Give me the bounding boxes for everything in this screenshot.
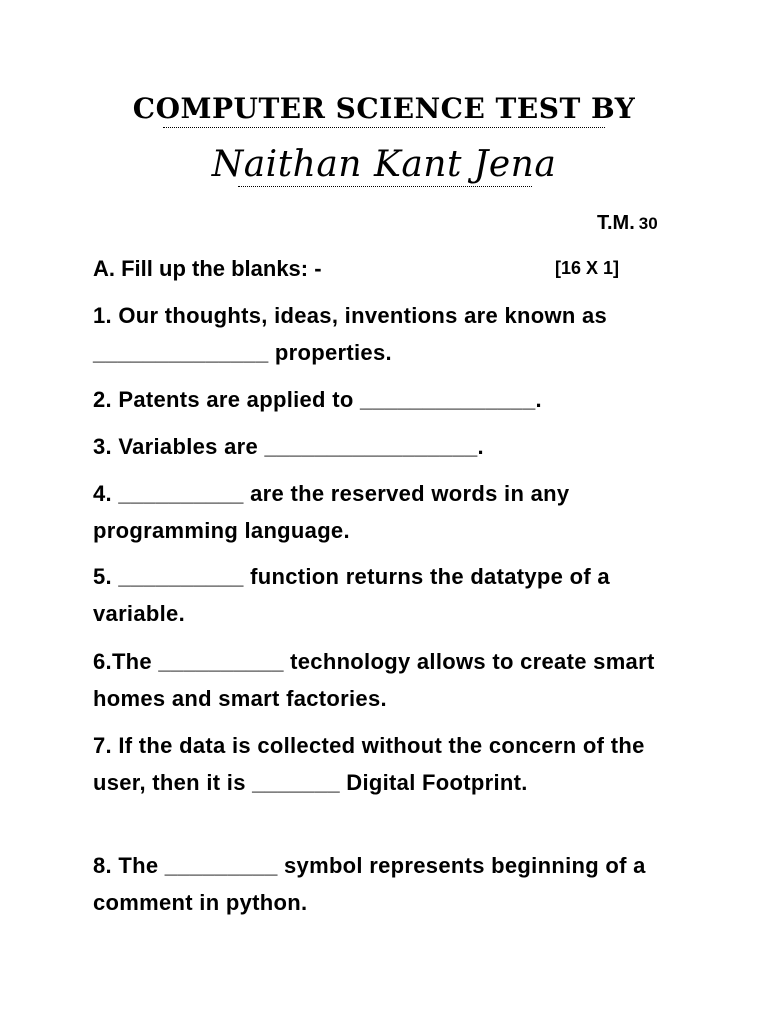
author-underline	[238, 186, 532, 187]
question-item: 6.The __________ technology allows to create smart homes and smart factories.	[93, 649, 655, 711]
total-marks	[597, 212, 658, 235]
question-item: 1. Our thoughts, ideas, inventions are known as ______________ properties.	[93, 303, 608, 365]
total-marks-value: 30	[638, 214, 658, 233]
section-marks: [16 X 1]	[555, 258, 620, 278]
section-heading	[93, 256, 673, 282]
question-item: 5. __________ function returns the datatype of a variable.	[93, 564, 610, 626]
test-title: COMPUTER SCIENCE TEST BY	[132, 92, 636, 125]
question-item: 8. The _________ symbol represents beginning of a comment in python.	[93, 853, 646, 915]
question-item: 4. __________ are the reserved words in any programming language.	[93, 481, 570, 543]
question-item: 7. If the data is collected without the concern of the user, then it is _______ Digital Footprint.	[93, 733, 645, 795]
section-title: A. Fill up the blanks: -	[93, 256, 322, 281]
title-underline	[163, 127, 605, 128]
total-marks-label: T.M.	[597, 212, 635, 234]
question-item: 2. Patents are applied to ______________.	[93, 387, 542, 412]
question-item: 3. Variables are _________________.	[93, 434, 484, 459]
author-name: Naithan Kant Jena	[211, 144, 557, 185]
